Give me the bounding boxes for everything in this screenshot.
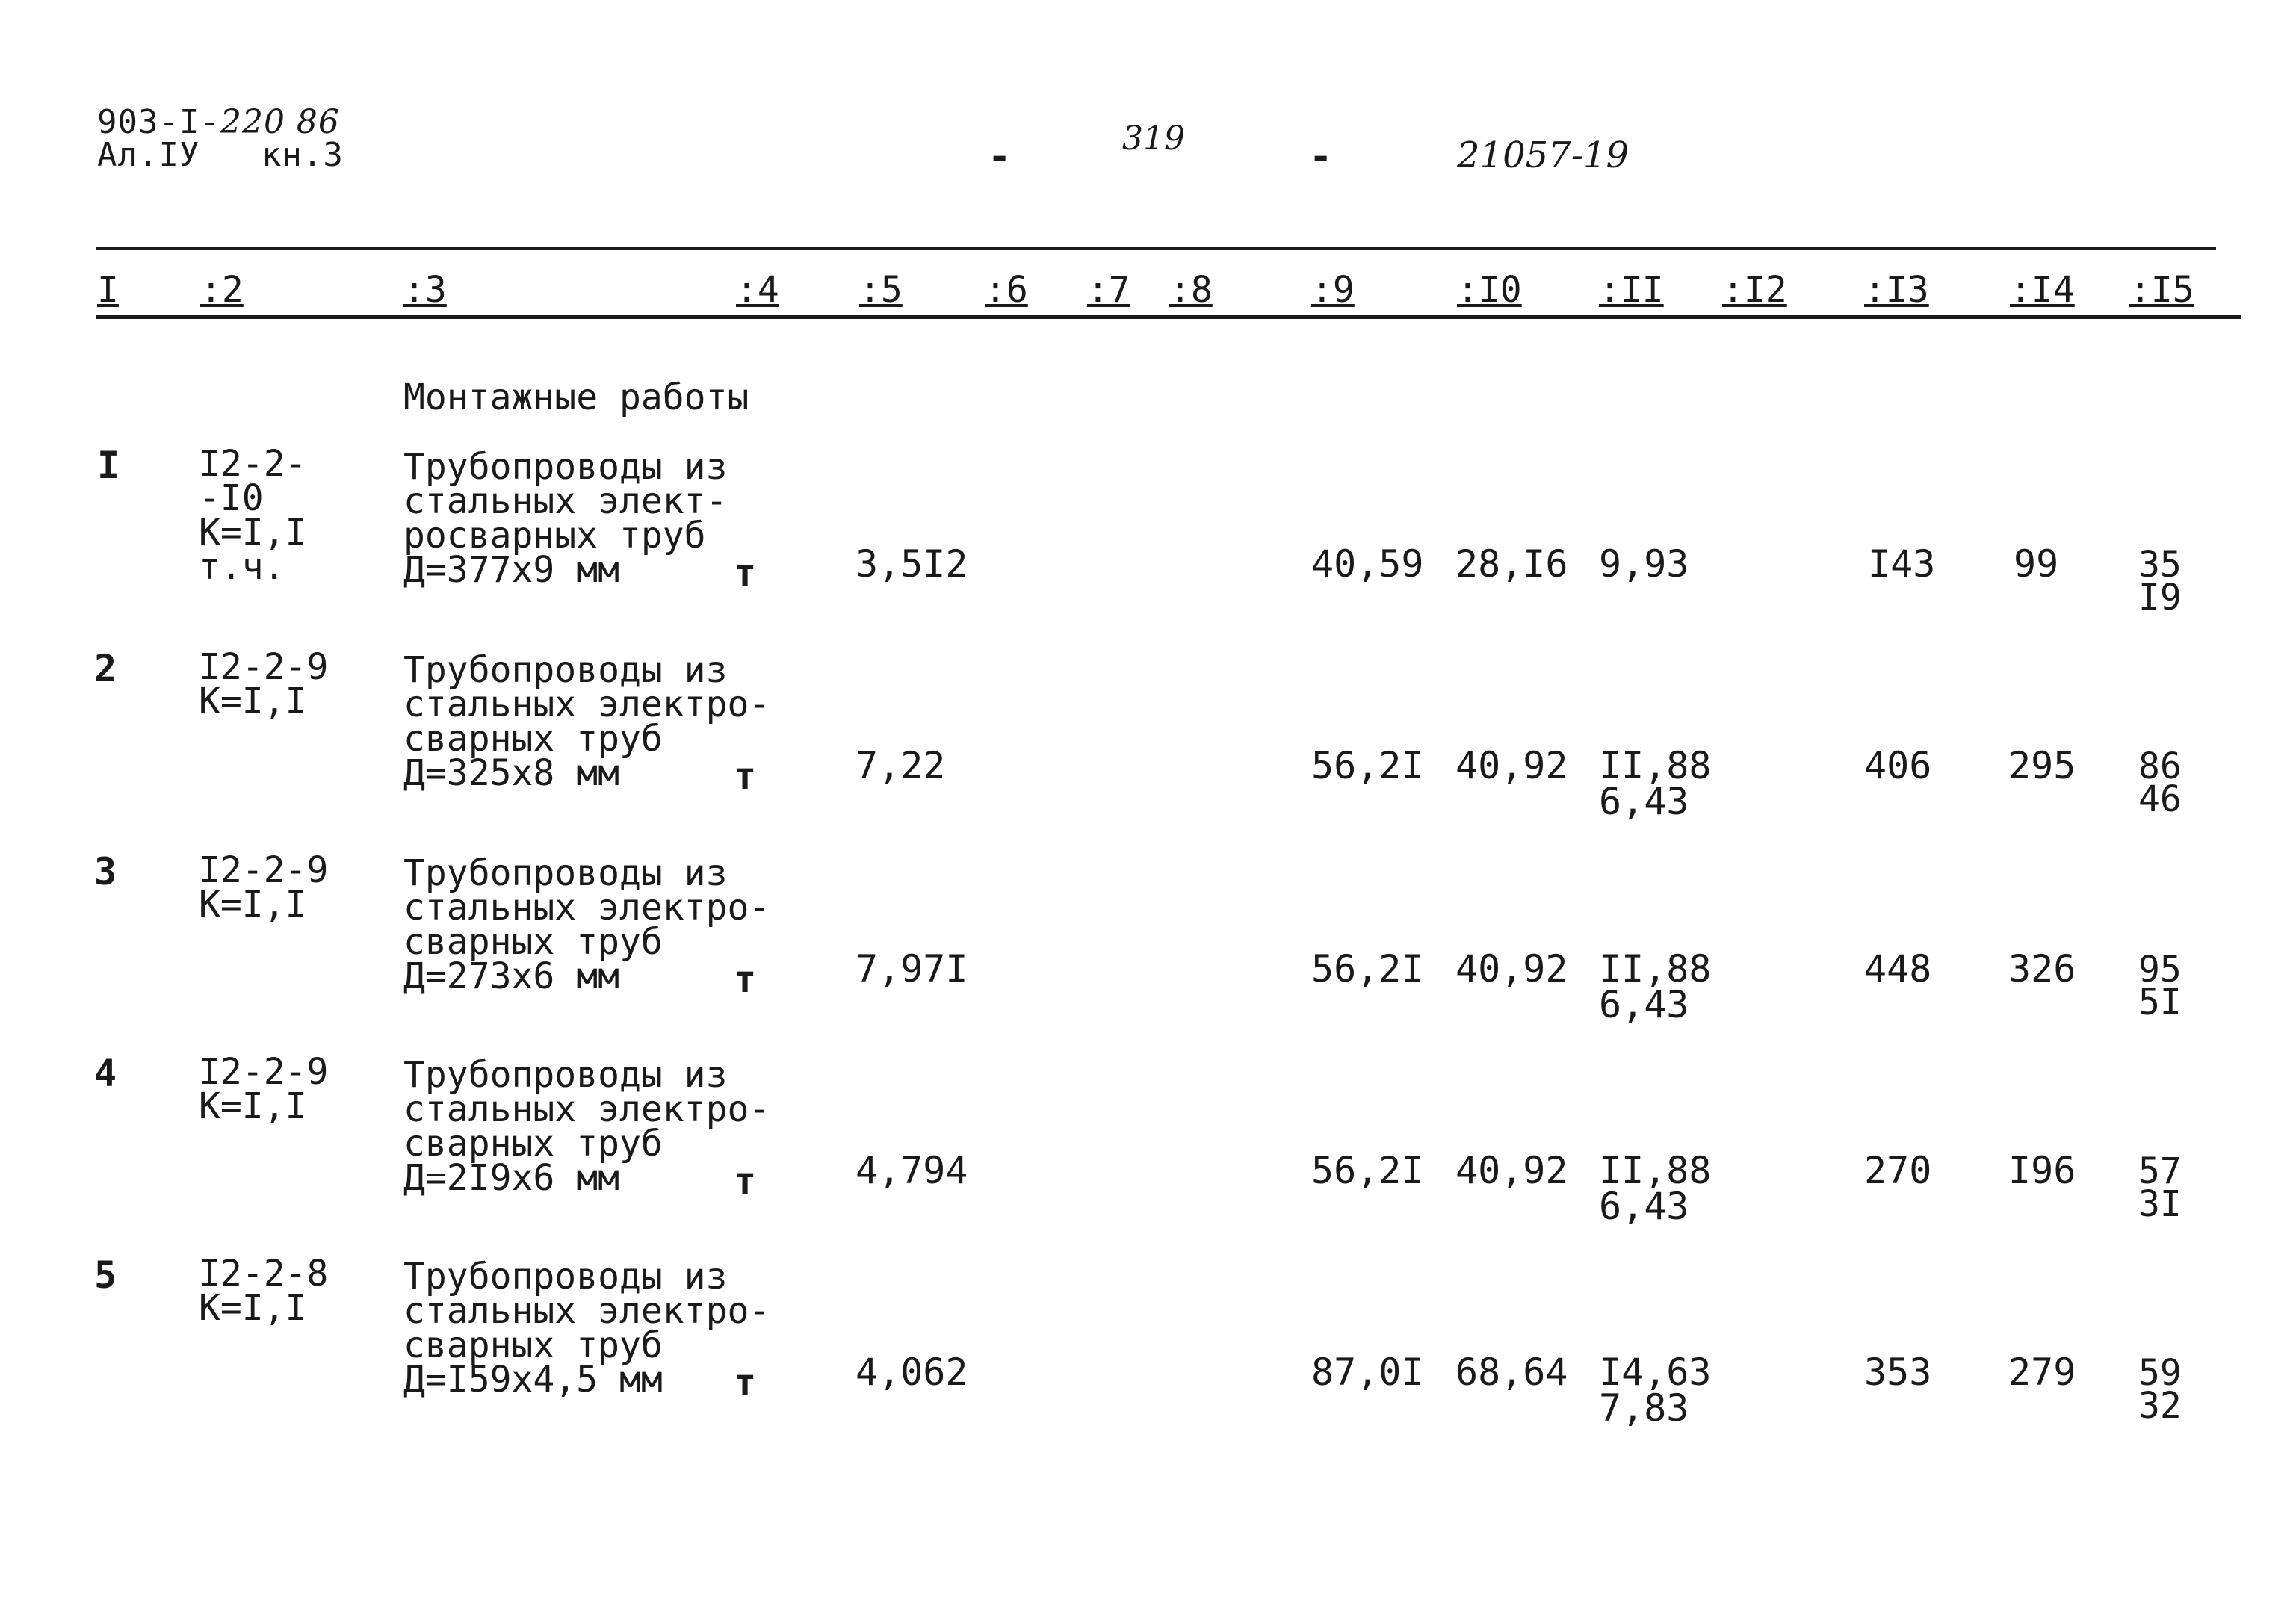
col11-value-second: 6,43	[1599, 780, 1689, 823]
column-header-10: :I0	[1457, 269, 1522, 311]
unit: т	[734, 1159, 757, 1203]
col9-value: 56,2I	[1311, 744, 1424, 787]
quantity: 7,97I	[855, 947, 968, 990]
col15-value: 86 46	[2138, 745, 2182, 820]
album-book	[97, 136, 344, 174]
column-header-1: I	[97, 269, 119, 311]
column-header-7: :7	[1087, 269, 1130, 311]
column-header-15: :I5	[2129, 269, 2194, 311]
section-title: Монтажные работы	[403, 376, 749, 418]
column-header-14: :I4	[2010, 269, 2075, 311]
header-dash-right: -	[1309, 134, 1333, 179]
table-header-rule	[96, 315, 2241, 319]
col9-value: 40,59	[1311, 542, 1424, 586]
column-header-4: :4	[736, 269, 779, 311]
col10-value: 40,92	[1455, 744, 1568, 787]
column-header-2: :2	[200, 269, 244, 311]
column-header-8: :8	[1169, 269, 1213, 311]
col15-value: 57 3I	[2138, 1150, 2182, 1225]
col15-value: 59 32	[2138, 1352, 2182, 1427]
quantity: 4,794	[855, 1149, 968, 1192]
col11-value: 9,93	[1599, 542, 1689, 586]
col11-value-second: 7,83	[1599, 1386, 1689, 1430]
work-description: Трубопроводы из стальных электро- сварных труб Д=325x8 мм	[403, 649, 771, 794]
col14-value: 295	[2008, 744, 2076, 787]
column-header-5: :5	[859, 269, 903, 311]
col9-value: 56,2I	[1311, 947, 1424, 990]
album-label: Ал.IУ	[97, 136, 200, 174]
col10-value: 68,64	[1455, 1351, 1568, 1394]
column-header-12: :I2	[1722, 269, 1787, 311]
col11-value: II,88	[1599, 744, 1712, 787]
column-header-9: :9	[1311, 269, 1355, 311]
col10-value: 28,I6	[1455, 542, 1568, 586]
document-number: 21057-19	[1457, 134, 1629, 176]
col11-value: II,88	[1599, 947, 1712, 990]
norm-code: I2-2-8 К=I,I	[199, 1253, 329, 1329]
unit: т	[734, 958, 757, 1001]
book-label: кн.3	[261, 136, 344, 174]
work-description: Трубопроводы из стальных электро- сварных труб Д=273x6 мм	[403, 852, 771, 997]
norm-code: I2-2-9 К=I,I	[199, 1051, 329, 1127]
unit: т	[734, 1361, 757, 1404]
norm-code: I2-2-9 К=I,I	[199, 646, 329, 722]
row-number: 4	[94, 1052, 117, 1095]
col10-value: 40,92	[1455, 1149, 1568, 1192]
col11-value: I4,63	[1599, 1351, 1712, 1394]
row-number: I	[97, 444, 120, 487]
document-code-printed: 903-I-	[97, 103, 220, 141]
col10-value: 40,92	[1455, 947, 1568, 990]
unit: т	[734, 551, 757, 595]
col14-value: 99	[2014, 542, 2059, 586]
row-number: 5	[94, 1253, 117, 1297]
work-description: Трубопроводы из стальных электро- сварных труб Д=I59x4,5 мм	[403, 1256, 771, 1401]
row-number: 2	[94, 647, 117, 690]
col15-value: 35 I9	[2138, 544, 2182, 618]
quantity: 7,22	[855, 744, 946, 787]
document-code-handwritten: 220 86	[220, 103, 340, 141]
col13-value: I43	[1868, 542, 1936, 586]
col11-value-second: 6,43	[1599, 983, 1689, 1026]
col14-value: I96	[2008, 1149, 2076, 1192]
col14-value: 326	[2008, 947, 2076, 990]
column-header-3: :3	[403, 269, 447, 311]
column-header-13: :I3	[1864, 269, 1929, 311]
col13-value: 406	[1864, 744, 1932, 787]
quantity: 3,5I2	[855, 542, 968, 586]
column-header-11: :II	[1599, 269, 1664, 311]
column-header-6: :6	[985, 269, 1028, 311]
page-number: 319	[1122, 120, 1185, 158]
row-number: 3	[94, 850, 117, 893]
col15-value: 95 5I	[2138, 949, 2182, 1023]
unit: т	[734, 754, 757, 798]
col11-value-second: 6,43	[1599, 1185, 1689, 1228]
col14-value: 279	[2008, 1351, 2076, 1394]
col11-value: II,88	[1599, 1149, 1712, 1192]
table-top-rule	[96, 247, 2216, 250]
col13-value: 270	[1864, 1149, 1932, 1192]
col9-value: 87,0I	[1311, 1351, 1424, 1394]
quantity: 4,062	[855, 1351, 968, 1394]
col9-value: 56,2I	[1311, 1149, 1424, 1192]
col13-value: 353	[1864, 1351, 1932, 1394]
col13-value: 448	[1864, 947, 1932, 990]
norm-code: I2-2-9 К=I,I	[199, 849, 329, 926]
header-dash-left: -	[988, 134, 1012, 179]
norm-code: I2-2- -I0 К=I,I т.ч.	[199, 443, 307, 588]
work-description: Трубопроводы из стальных элект- росварных труб Д=377x9 мм	[403, 446, 728, 591]
work-description: Трубопроводы из стальных электро- сварных труб Д=2I9x6 мм	[403, 1054, 771, 1199]
